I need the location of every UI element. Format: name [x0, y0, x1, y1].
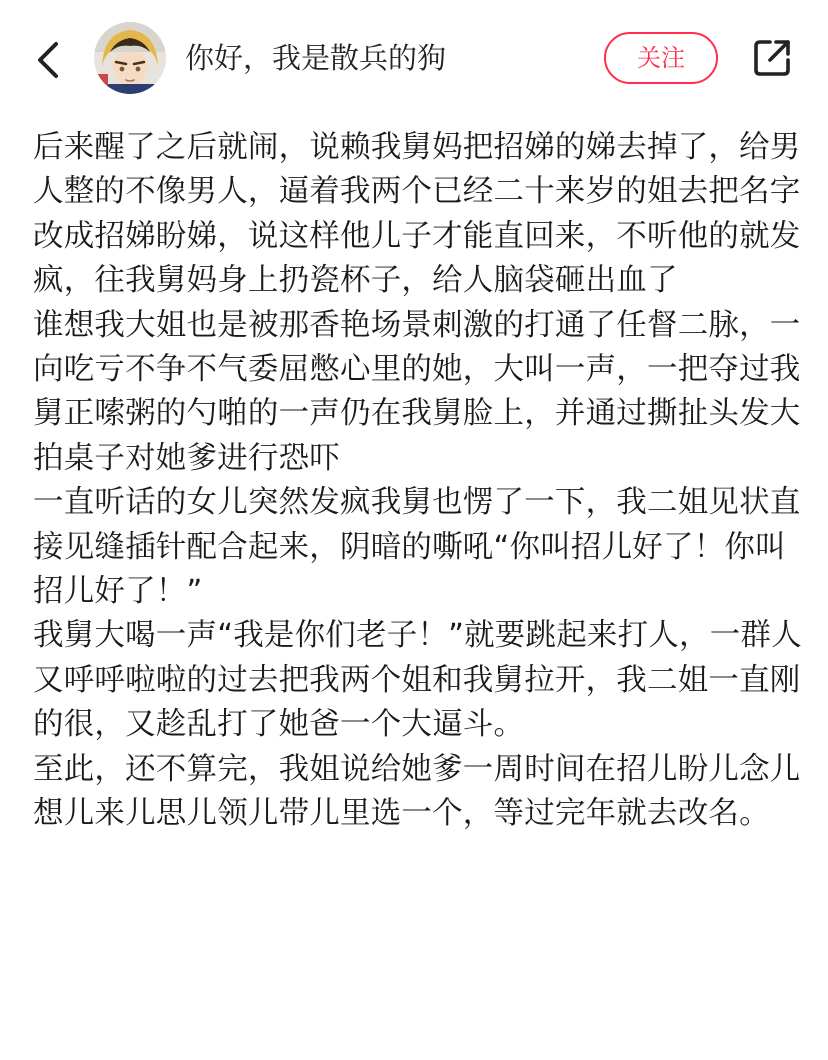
avatar-image	[94, 22, 166, 94]
post-header	[0, 0, 828, 120]
post-paragraph: 我舅大喝一声“我是你们老子！”就要跳起来打人，一群人又呼呼啦啦的过去把我两个姐和我舅拉开，我二姐一直刚的很，又趁乱打了她爸一个大逼斗。	[33, 618, 802, 743]
post-paragraph: 后来醒了之后就闹，说赖我舅妈把招娣的娣去掉了，给男人整的不像男人，逼着我两个已经二十来岁的姐去把名字改成招娣盼娣，说这样他儿子才能直回来，不听他的就发疯，往我舅妈身上扔瓷杯子，给人脑袋砸出血了	[33, 130, 801, 299]
username[interactable]: 你好，我是散兵的狗	[185, 41, 447, 75]
post-paragraph: 一直听话的女儿突然发疯我舅也愣了一下，我二姐见状直接见缝插针配合起来，阴暗的嘶吼“你叫招儿好了！你叫招儿好了！”	[33, 485, 801, 610]
avatar[interactable]	[94, 22, 166, 94]
follow-button[interactable]: 关注	[604, 32, 718, 84]
post-paragraph: 谁想我大姐也是被那香艳场景刺激的打通了任督二脉，一向吃亏不争不气委屈憋心里的她，大叫一声，一把夺过我舅正嗦粥的勺啪的一声仍在我舅脸上，并通过撕扯头发大拍桌子对她爹进行恐吓	[33, 307, 801, 476]
chevron-left-icon	[30, 38, 70, 82]
share-icon	[750, 36, 794, 80]
back-button[interactable]	[30, 38, 70, 82]
post-content	[33, 126, 803, 837]
share-button[interactable]	[750, 36, 794, 80]
post-paragraph: 至此，还不算完，我姐说给她爹一周时间在招儿盼儿念儿想儿来儿思儿领儿带儿里选一个，等过完年就去改名。	[33, 751, 801, 832]
